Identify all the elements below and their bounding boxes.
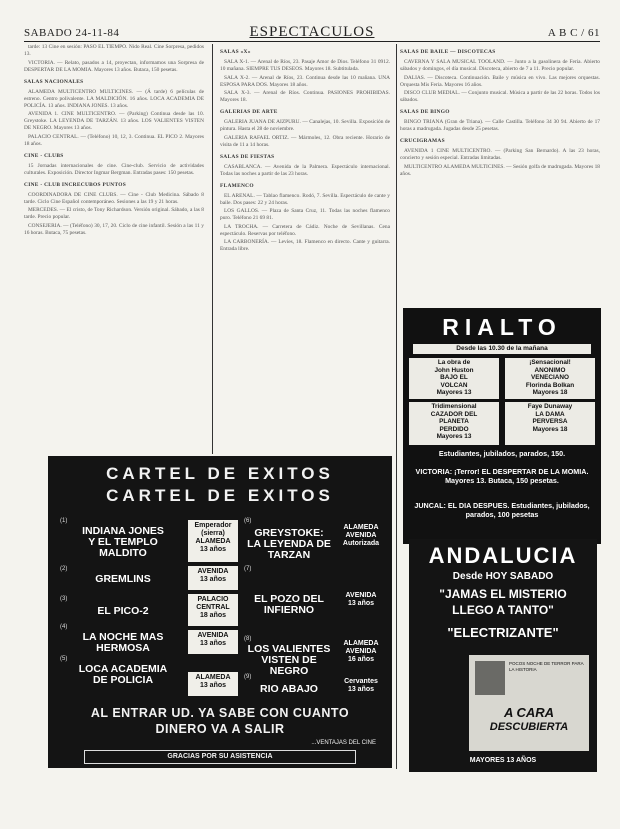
rialto-hours: Desde las 10.30 de la mañana (413, 344, 591, 354)
andalucia-ad (409, 539, 597, 772)
cartel-title: CARTEL DE EXITOS (106, 486, 334, 505)
rialto-film-box: Faye Dunaway LA DAMA PERVERSA Mayores 18 (505, 402, 595, 445)
film-title: EL POZO DEL INFIERNO (254, 593, 324, 616)
venue-label: Cervantes 13 años (344, 678, 378, 693)
listing-text: DALIAS. — Discoteca. Continuación. Baile y música en vivo. Las mejores orquestas. Orquesta Mis Feria. Mayores 16 años. (400, 74, 600, 88)
film-number: (1) (60, 518, 68, 524)
venue-label: AVENIDA 13 años (345, 592, 377, 607)
listing-text: BINGO TRIANA (Gran de Triana). — Calle Castilla. Teléfono 34 30 94. Abierto de 17 horas a madrugada. Jugadas desde 25 pesetas. (400, 119, 600, 132)
listing-text: AVENIDA 1. CINE MULTICENTRO. — (Parking) Continua desde las 10. Greystoke. LA LEYENDA DE TARZÁN. 13 años. LOS VALIENTES VISTEN DE NEGRO. Mayores 13 años. (24, 111, 204, 131)
rialto-title: RIALTO (442, 314, 562, 340)
listing-text: AVENIDA 1 CINE MULTICENTRO. — (Parking San Bernardo). A las 23 horas, concierto y sesión especial. Entradas limitadas. (400, 148, 600, 161)
andalucia-quote: LLEGO A TANTO" (452, 603, 554, 617)
listing-text: 15 Jornadas internacionales de cine. Cine-club. Servicio de actividades culturales. Exposición. Director Ingmar Bergman. Entradas pases: 150 pesetas. (24, 162, 204, 176)
rialto-ad (403, 308, 601, 544)
poster-title: A CARA (503, 705, 555, 720)
film-poster (469, 655, 589, 751)
venue-box: Emperador (sierra) ALAMEDA 13 años (188, 520, 238, 562)
film-title: LOCA ACADEMIA DE POLICIA (78, 663, 168, 686)
film-number: (5) (60, 656, 68, 662)
listing-text: CASABLANCA. — Avenida de la Palmera. Espectáculo internacional. Todas las noches a partir de las 23 horas. (220, 163, 390, 177)
listing-text: ALAMEDA MULTICENTRO MULTICINES. — (Á tarde) 6 películas de estreno. Centro polivalente. LA MALDICIÓN. 16 años. LOCA ACADEMIA DE POLICÍA. 13 años. INDIANA JONES. 13 años. (24, 88, 204, 109)
film-title: RIO ABAJO (260, 683, 318, 695)
cartel-credit: ...VENTAJAS DEL CINE (311, 740, 376, 746)
film-title: LOS VALIENTES VISTEN DE NEGRO (247, 643, 331, 677)
listing-text: SALA X-1. — Arenal de Ríos, 23. Pasaje Amor de Dios. Teléfono 31 0912. 10 mañana. SIEMPRE TUS DESEOS. Mayores 18. Subtitulada. (220, 59, 390, 72)
poster-tagline: POCOS NOCHE DE TERROR PARA LA HISTORIA (509, 661, 584, 672)
column-rule (212, 44, 213, 454)
section-subhead: SALAS «X» (220, 49, 251, 55)
listing-text: GALERIA RAFAEL ORTIZ. — Mármoles, 12. Obra reciente. Horario de visita de 11 a 14 horas. (220, 134, 390, 148)
section-subhead: CINE - CLUBS (24, 152, 64, 159)
andalucia-title: ANDALUCIA (428, 543, 578, 568)
rialto-film-box: ¡Sensacional! ANONIMO VENECIANO Florinda Bolkan Mayores 18 (505, 358, 595, 399)
venue-box: AVENIDA 13 años (188, 566, 238, 590)
film-number: (8) (244, 636, 252, 642)
issue-date: SABADO 24-11-84 (24, 27, 120, 39)
film-title: GREYSTOKE: LA LEYENDA DE TARZAN (247, 527, 331, 561)
rialto-film-box: Tridimensional CAZADOR DEL PLANETA PERDIDO Mayores 13 (409, 402, 499, 445)
column-rule (396, 44, 397, 769)
film-number: (9) (244, 674, 252, 680)
listing-text: MULTICENTRO ALAMEDA MULTICINES. — Sesión golfa de madrugada. Mayores 18 años. (400, 163, 600, 177)
listing-text: MERCEDES. — El cristo, de Tony Richardson. Versión original. Sábado, a las 8 tarde. Precio popular. (24, 207, 204, 220)
section-title: ESPECTACULOS (249, 24, 375, 40)
andalucia-quote: "JAMAS EL MISTERIO (439, 587, 567, 601)
film-title: EL PICO-2 (97, 605, 149, 617)
listing-text: COORDINADORA DE CINE CLUBS. — Cine - Club Medicina. Sábado 8 tarde. Ciclo Cine Español contemporáneo. Sesiones a las 19 y 21 horas. (24, 191, 204, 205)
film-number: (4) (60, 624, 68, 630)
cartel-de-exitos-ad (48, 456, 392, 768)
listings-column-2 (220, 44, 390, 372)
page-header (24, 24, 600, 42)
section-subhead: SALAS NACIONALES (24, 78, 84, 85)
listing-text: DISCO CLUB MEDIAL. — Conjunto musical. Música a partir de las 22 horas. Todos los sábados. (400, 90, 600, 103)
listing-text: VICTORIA. — Relato, pasados a 14, proyectan, informamos una Sorpresa de DESPERTAR DE LA MOMIA. Mayores 13 años. Butaca, 150 pesetas. (24, 59, 204, 73)
film-title: INDIANA JONES Y EL TEMPLO MALDITO (82, 525, 164, 559)
film-title: GREMLINS (95, 573, 151, 585)
rialto-film-box: La obra de John Huston BAJO EL VOLCAN Mayores 13 (409, 358, 499, 399)
listings-column-3 (400, 44, 600, 280)
rialto-juncal: JUNCAL: EL DIA DESPUES. Estudiantes, jubilados, parados, 100 pesetas (414, 501, 590, 519)
listings-column-1 (24, 44, 204, 456)
venue-box: ALAMEDA 13 años (188, 672, 238, 696)
andalucia-quote: "ELECTRIZANTE" (447, 625, 559, 640)
listing-text: SALA X-2. — Arenal de Ríos, 23. Continua desde las 10 mañana. UNA ESPOSA PARA DOS. Mayores 18 años. (220, 74, 390, 88)
poster-title: DESCUBIERTA (489, 721, 569, 733)
andalucia-subtitle: Desde HOY SABADO (452, 571, 554, 582)
listing-text: LOS GALLOS. — Plaza de Santa Cruz, 11. Todas las noches flamenco puro. Teléfono 21 69 81. (220, 208, 390, 221)
cartel-tagline: DINERO VA A SALIR (155, 722, 285, 736)
section-subhead: CINE - CLUB INCRECUBOS PUNTOS (24, 181, 127, 188)
venue-box: PALACIO CENTRAL 18 años (188, 594, 238, 626)
film-number: (3) (60, 596, 68, 602)
film-number: (7) (244, 566, 252, 572)
listing-text: PALACIO CENTRAL. — (Teléfono) 10, 12, 3. Continua. EL PICO 2. Mayores 18 años. (24, 133, 204, 147)
listing-text: EL ARENAL. — Tablao flamenco. Rodó, 7. Sevilla. Espectáculo de cante y baile. Dos pases: 22 y 24 horas. (220, 192, 390, 206)
venue-label: ALAMEDA AVENIDA Autorizada (342, 524, 380, 547)
page-number: A B C / 61 (547, 27, 600, 39)
listing-text: LA TROCHA. — Carretera de Cádiz. Noche de Sevillanas. Cena espectáculo. Reservas por teléfono. (220, 223, 390, 237)
listing-text: GALERIA JUANA DE AIZPURU. — Canalejas, 10. Sevilla. Exposición de pintura. Hasta el 28 de noviembre. (220, 119, 390, 132)
listing-text: SALA X-3. — Arenal de Ríos. Continua. PASIONES PROHIBIDAS. Mayores 18. (220, 90, 390, 103)
listing-text: tarde: 13 Cine en sesión: PASO EL TIEMPO. Nido Real. Cine Sorpresa, pedidos 13. (24, 44, 204, 57)
listing-text: CONSEJERIA. — (Teléfono) 30, 17, 20. Ciclo de cine infantil. Sesión a las 11 y 16 horas. Butaca, 75 pesetas. (24, 222, 204, 236)
section-subhead: SALAS DE FIESTAS (220, 153, 275, 160)
section-subhead: FLAMENCO (220, 182, 254, 189)
film-number: (2) (60, 566, 68, 572)
cartel-thanks: GRACIAS POR SU ASISTENCIA (84, 750, 356, 764)
section-subhead: GALERIAS DE ARTE (220, 109, 278, 115)
section-subhead: SALAS DE BINGO (400, 109, 450, 115)
rialto-prices: Estudiantes, jubilados, parados, 150. (438, 449, 566, 458)
venue-label: ALAMEDA AVENIDA 16 años (343, 640, 379, 663)
film-title: LA NOCHE MAS HERMOSA (82, 631, 164, 654)
poster-image (475, 661, 505, 695)
section-subhead: CRUCIGRAMAS (400, 138, 445, 144)
cartel-title: CARTEL DE EXITOS (106, 464, 334, 483)
listing-text: CAVERNA Y SALA MUSICAL TOOLAND. — Junto a la gasolinera de Feria. Abierto sábados y domingos, el día musical. Discoteca, abierto de 7 a 11. Precio popular. (400, 59, 600, 72)
rialto-victoria: VICTORIA: ¡Terror! EL DESPERTAR DE LA MOMIA. Mayores 13. Butaca, 150 pesetas. (415, 467, 589, 485)
cartel-tagline: AL ENTRAR UD. YA SABE CON CUANTO (90, 706, 350, 720)
film-number: (6) (244, 518, 252, 524)
listing-text: LA CARBONERÍA. — Levíes, 18. Flamenco en directo. Cante y guitarra. Entrada libre. (220, 239, 390, 252)
section-subhead: SALAS DE BAILE — DISCOTECAS (400, 49, 496, 55)
andalucia-rating: MAYORES 13 AÑOS (469, 757, 537, 764)
venue-box: AVENIDA 13 años (188, 630, 238, 654)
